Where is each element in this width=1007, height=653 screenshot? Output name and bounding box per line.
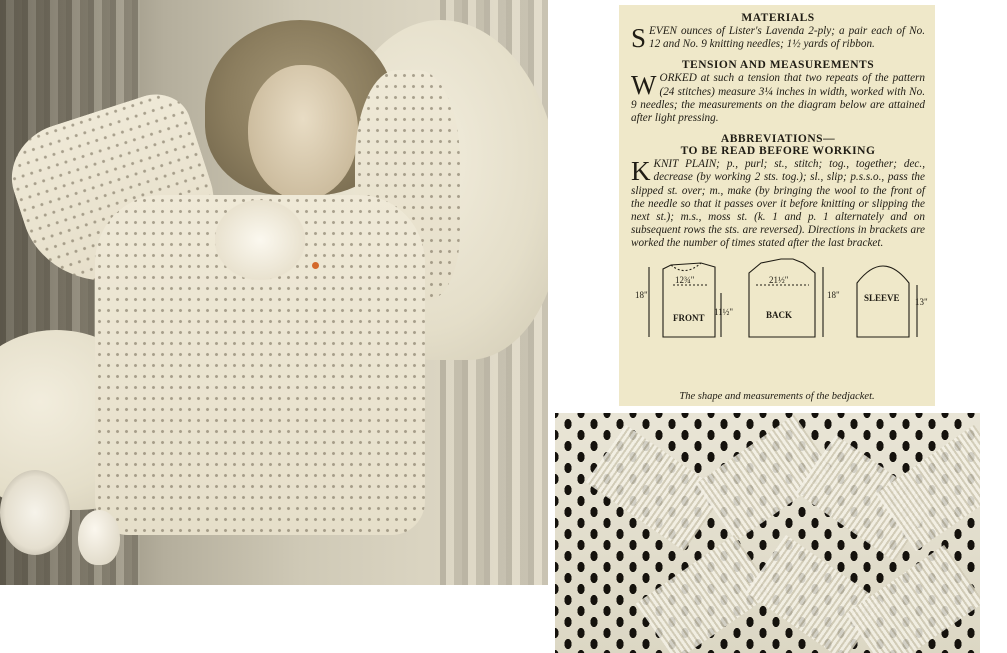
sleeve-label: SLEEVE <box>864 292 900 303</box>
materials-text <box>631 25 925 51</box>
front-height: 18" <box>635 289 648 300</box>
front-armhole: 11½" <box>714 306 734 317</box>
pattern-instructions <box>619 5 935 406</box>
abbreviations-text <box>631 158 925 250</box>
ribbon-bow <box>215 200 305 280</box>
back-width: 21½" <box>769 274 789 285</box>
materials-heading: MATERIALS <box>741 12 815 24</box>
back-height: 18" <box>827 289 840 300</box>
button <box>312 262 319 269</box>
tension-heading: TENSION AND MEASUREMENTS <box>681 59 875 72</box>
diagram-caption: The shape and measurements of the bedjacket. <box>679 391 875 402</box>
back-label: BACK <box>766 309 793 320</box>
lace-rib <box>846 545 980 653</box>
measurement-diagrams <box>631 255 928 363</box>
tension-text <box>631 72 925 125</box>
back-outline <box>749 259 815 337</box>
front-width: 12¾" <box>675 274 695 285</box>
abbreviations-heading-1: ABBREVIATIONS— <box>720 133 836 146</box>
abbreviations-body: KNIT PLAIN; p., purl; st., stitch; tog., together; dec., decrease (by working 2 sts. tog.); sl., slip; p.s.s.o., pass the slipped st. over; m., make (by bringing the wool to the front of the needle so that it passes over it before knitting or slipping the next st.); m.s., moss st. (k. 1 and p. 1 alternately and on subsequent rows the sts. are reversed). Directions in brackets are worked the number of times stated after the last bracket. <box>631 158 925 250</box>
face <box>248 65 358 200</box>
drop-cap: S <box>631 23 647 53</box>
sleeve-height: 13" <box>915 296 928 307</box>
abbreviations-heading-2: TO BE READ BEFORE WORKING <box>680 145 876 158</box>
lace-stitch-closeup <box>555 413 980 653</box>
drop-cap: W <box>631 70 657 101</box>
bedjacket-photo <box>0 0 548 585</box>
egg <box>78 510 120 565</box>
materials-body: EVEN ounces of Lister's Lavenda 2-ply; a pair each of No. 12 and No. 9 knitting needles; 1½ yards of ribbon. <box>649 25 925 51</box>
teacup <box>0 470 70 555</box>
drop-cap: K <box>631 156 651 187</box>
front-label: FRONT <box>673 312 705 323</box>
tension-body: ORKED at such a tension that two repeats of the pattern (24 stitches) measure 3¼ inches in width, worked with No. 9 needles; the measurements on the diagram below are attained after light pressing. <box>631 72 925 125</box>
